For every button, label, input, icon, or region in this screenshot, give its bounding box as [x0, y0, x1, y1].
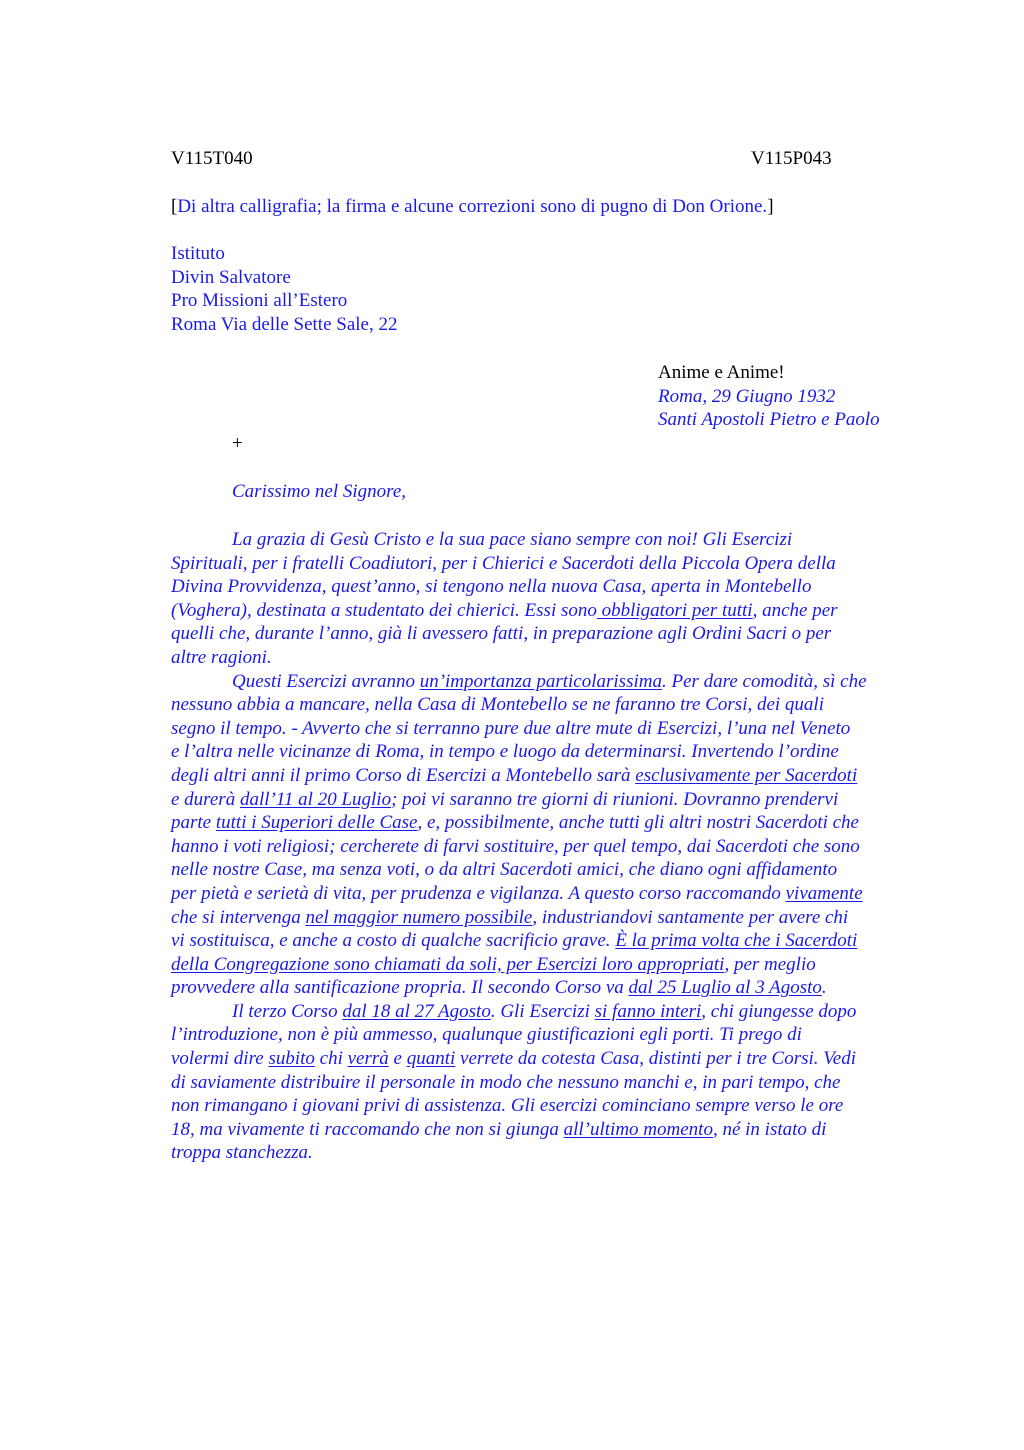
text-run: . Gli Esercizi — [490, 1000, 595, 1022]
text-run: degli altri anni il primo Corso di Esercizi a Montebello sarà — [171, 764, 636, 786]
letterhead-line: Istituto — [171, 243, 225, 264]
note-open-bracket: [ — [171, 196, 178, 217]
body-line — [171, 646, 961, 670]
text-run: (Voghera), destinata a studentato dei chierici. Essi sono — [171, 599, 597, 621]
body-line — [171, 764, 961, 788]
text-run: volermi dire — [171, 1048, 269, 1070]
body-line — [171, 811, 961, 835]
body-line — [171, 1141, 961, 1165]
note-text: Di altra calligrafia; la firma e alcune correzioni sono di pugno di Don Orione. — [177, 196, 768, 217]
underlined-phrase: verrà — [347, 1048, 389, 1070]
body-line — [171, 1071, 961, 1095]
dateline-block — [658, 361, 880, 432]
body-line — [171, 599, 961, 623]
underlined-phrase: vivamente — [785, 882, 863, 904]
text-run: , e, possibilmente, anche tutti gli altri nostri Sacerdoti che — [417, 812, 859, 834]
body-line — [171, 929, 961, 953]
text-run: Divina Provvidenza, quest’anno, si tengono nella nuova Casa, aperta in Montebello — [171, 576, 812, 598]
underlined-phrase: dal 18 al 27 Agosto — [342, 1000, 491, 1022]
text-run: vi sostituisca, e anche a costo di qualche sacrificio grave. — [171, 930, 616, 952]
body-line — [171, 552, 961, 576]
editorial-note — [171, 195, 774, 219]
letterhead-line: Pro Missioni all’Estero — [171, 290, 348, 312]
letterhead-line: Divin Salvatore — [171, 266, 291, 288]
body-line — [171, 575, 961, 599]
underlined-phrase: nel maggior numero possibile — [305, 906, 533, 928]
text-run: 18, ma vivamente ti raccomando che non si giunga — [171, 1118, 564, 1140]
text-run: . — [821, 977, 827, 999]
body-line — [171, 906, 961, 930]
underlined-phrase: esclusivamente per Sacerdoti — [635, 764, 858, 786]
text-run: l’introduzione, non è più ammesso, qualunque giustificazioni egli porti. Ti prego di — [171, 1024, 802, 1046]
text-run: per pietà e serietà di vita, per prudenza e vigilanza. A questo corso raccomando — [171, 882, 786, 904]
body-line — [171, 1094, 961, 1118]
text-run: provvedere alla santificazione propria. Il secondo Corso va — [171, 977, 629, 999]
underlined-phrase: si fanno interi — [594, 1000, 702, 1022]
body-line — [171, 835, 961, 859]
text-run: altre ragioni. — [171, 646, 272, 668]
text-run: segno il tempo. - Avverto che si terranno pure due altre mute di Esercizi, l’una nel Veneto — [171, 717, 851, 739]
underlined-phrase: quanti — [406, 1048, 456, 1070]
text-run: verrete da cotesta Casa, distinti per i tre Corsi. Vedi — [455, 1048, 857, 1070]
text-run: , né in istato di — [712, 1118, 827, 1140]
text-run: , anche per — [752, 599, 838, 621]
salutation: Carissimo nel Signore, — [232, 481, 406, 502]
note-close-bracket: ] — [767, 196, 774, 217]
text-run: troppa stanchezza. — [171, 1142, 313, 1164]
body-line — [171, 976, 961, 1000]
cross-symbol: + — [232, 433, 243, 454]
body-line — [171, 1000, 961, 1024]
text-run: che si intervenga — [171, 906, 306, 928]
feast-day: Santi Apostoli Pietro e Paolo — [658, 409, 880, 431]
text-run: , per meglio — [724, 953, 816, 975]
text-run: ; poi vi saranno tre giorni di riunioni. Dovranno prendervi — [391, 788, 839, 810]
text-run: , chi giungesse dopo — [701, 1000, 857, 1022]
body-line — [171, 1047, 961, 1071]
body-line — [171, 693, 961, 717]
underlined-phrase: dal 25 Luglio al 3 Agosto — [628, 977, 822, 999]
header-right-code: V115P043 — [751, 148, 832, 169]
body-line — [171, 1023, 961, 1047]
body-line — [171, 528, 961, 552]
header-left-code: V115T040 — [171, 148, 253, 169]
text-run: quelli che, durante l’anno, già li avessero fatti, in preparazione agli Ordini Sacri o per — [171, 623, 832, 645]
text-run: Il terzo Corso — [232, 1000, 343, 1022]
body-line — [171, 717, 961, 741]
body-line — [171, 858, 961, 882]
body-line — [171, 670, 961, 694]
underlined-phrase: subito — [268, 1048, 315, 1070]
underlined-phrase: obbligatori per tutti — [596, 599, 753, 621]
body-line — [171, 1118, 961, 1142]
underlined-phrase: dall’11 al 20 Luglio — [239, 788, 392, 810]
text-run: La grazia di Gesù Cristo e la sua pace siano sempre con noi! Gli Esercizi — [232, 529, 793, 550]
text-run: e — [388, 1048, 407, 1070]
body-line — [171, 622, 961, 646]
underlined-phrase: tutti i Superiori delle Case — [215, 812, 418, 834]
letterhead-line: Roma Via delle Sette Sale, 22 — [171, 313, 398, 335]
text-run: nelle nostre Case, ma senza voti, o da altri Sacerdoti amici, che diano ogni affidamento — [171, 859, 838, 881]
text-run: di saviamente distribuire il personale in modo che nessuno manchi e, in pari tempo, che — [171, 1071, 841, 1093]
letterhead — [171, 242, 397, 336]
text-run: e durerà — [171, 788, 240, 810]
body-line — [171, 953, 961, 977]
text-run: chi — [314, 1048, 348, 1070]
text-run: hanno i voti religiosi; cercherete di farvi sostituire, per quel tempo, dai Sacerdoti che sono — [171, 835, 860, 857]
underlined-phrase: un’importanza particolarissima — [419, 670, 662, 692]
body-line — [171, 882, 961, 906]
text-run: Spirituali, per i fratelli Coadiutori, per i Chierici e Sacerdoti della Piccola Opera della — [171, 552, 836, 574]
body-line — [171, 788, 961, 812]
underlined-phrase: all’ultimo momento — [563, 1118, 713, 1140]
text-run: , industriandovi santamente per avere chi — [532, 906, 849, 928]
text-run: e l’altra nelle vicinanze di Roma, in tempo e luogo da determinarsi. Invertendo l’ordine — [171, 741, 839, 763]
underlined-phrase: È la prima volta che i Sacerdoti — [615, 930, 858, 952]
text-run: parte — [171, 812, 216, 834]
text-run: non rimangano i giovani privi di assistenza. Gli esercizi cominciano sempre verso le ore — [171, 1095, 844, 1117]
date-place: Roma, 29 Giugno 1932 — [658, 385, 836, 407]
text-run: . Per dare comodità, sì che — [661, 670, 867, 692]
text-run: nessuno abbia a mancare, nella Casa di Montebello se ne faranno tre Corsi, dei quali — [171, 694, 824, 716]
letter-body — [171, 528, 961, 1165]
motto: Anime e Anime! — [658, 362, 785, 383]
text-run: Questi Esercizi avranno — [232, 670, 420, 692]
body-line — [171, 740, 961, 764]
underlined-phrase: della Congregazione sono chiamati da soli, per Esercizi loro appropriati — [171, 953, 725, 975]
